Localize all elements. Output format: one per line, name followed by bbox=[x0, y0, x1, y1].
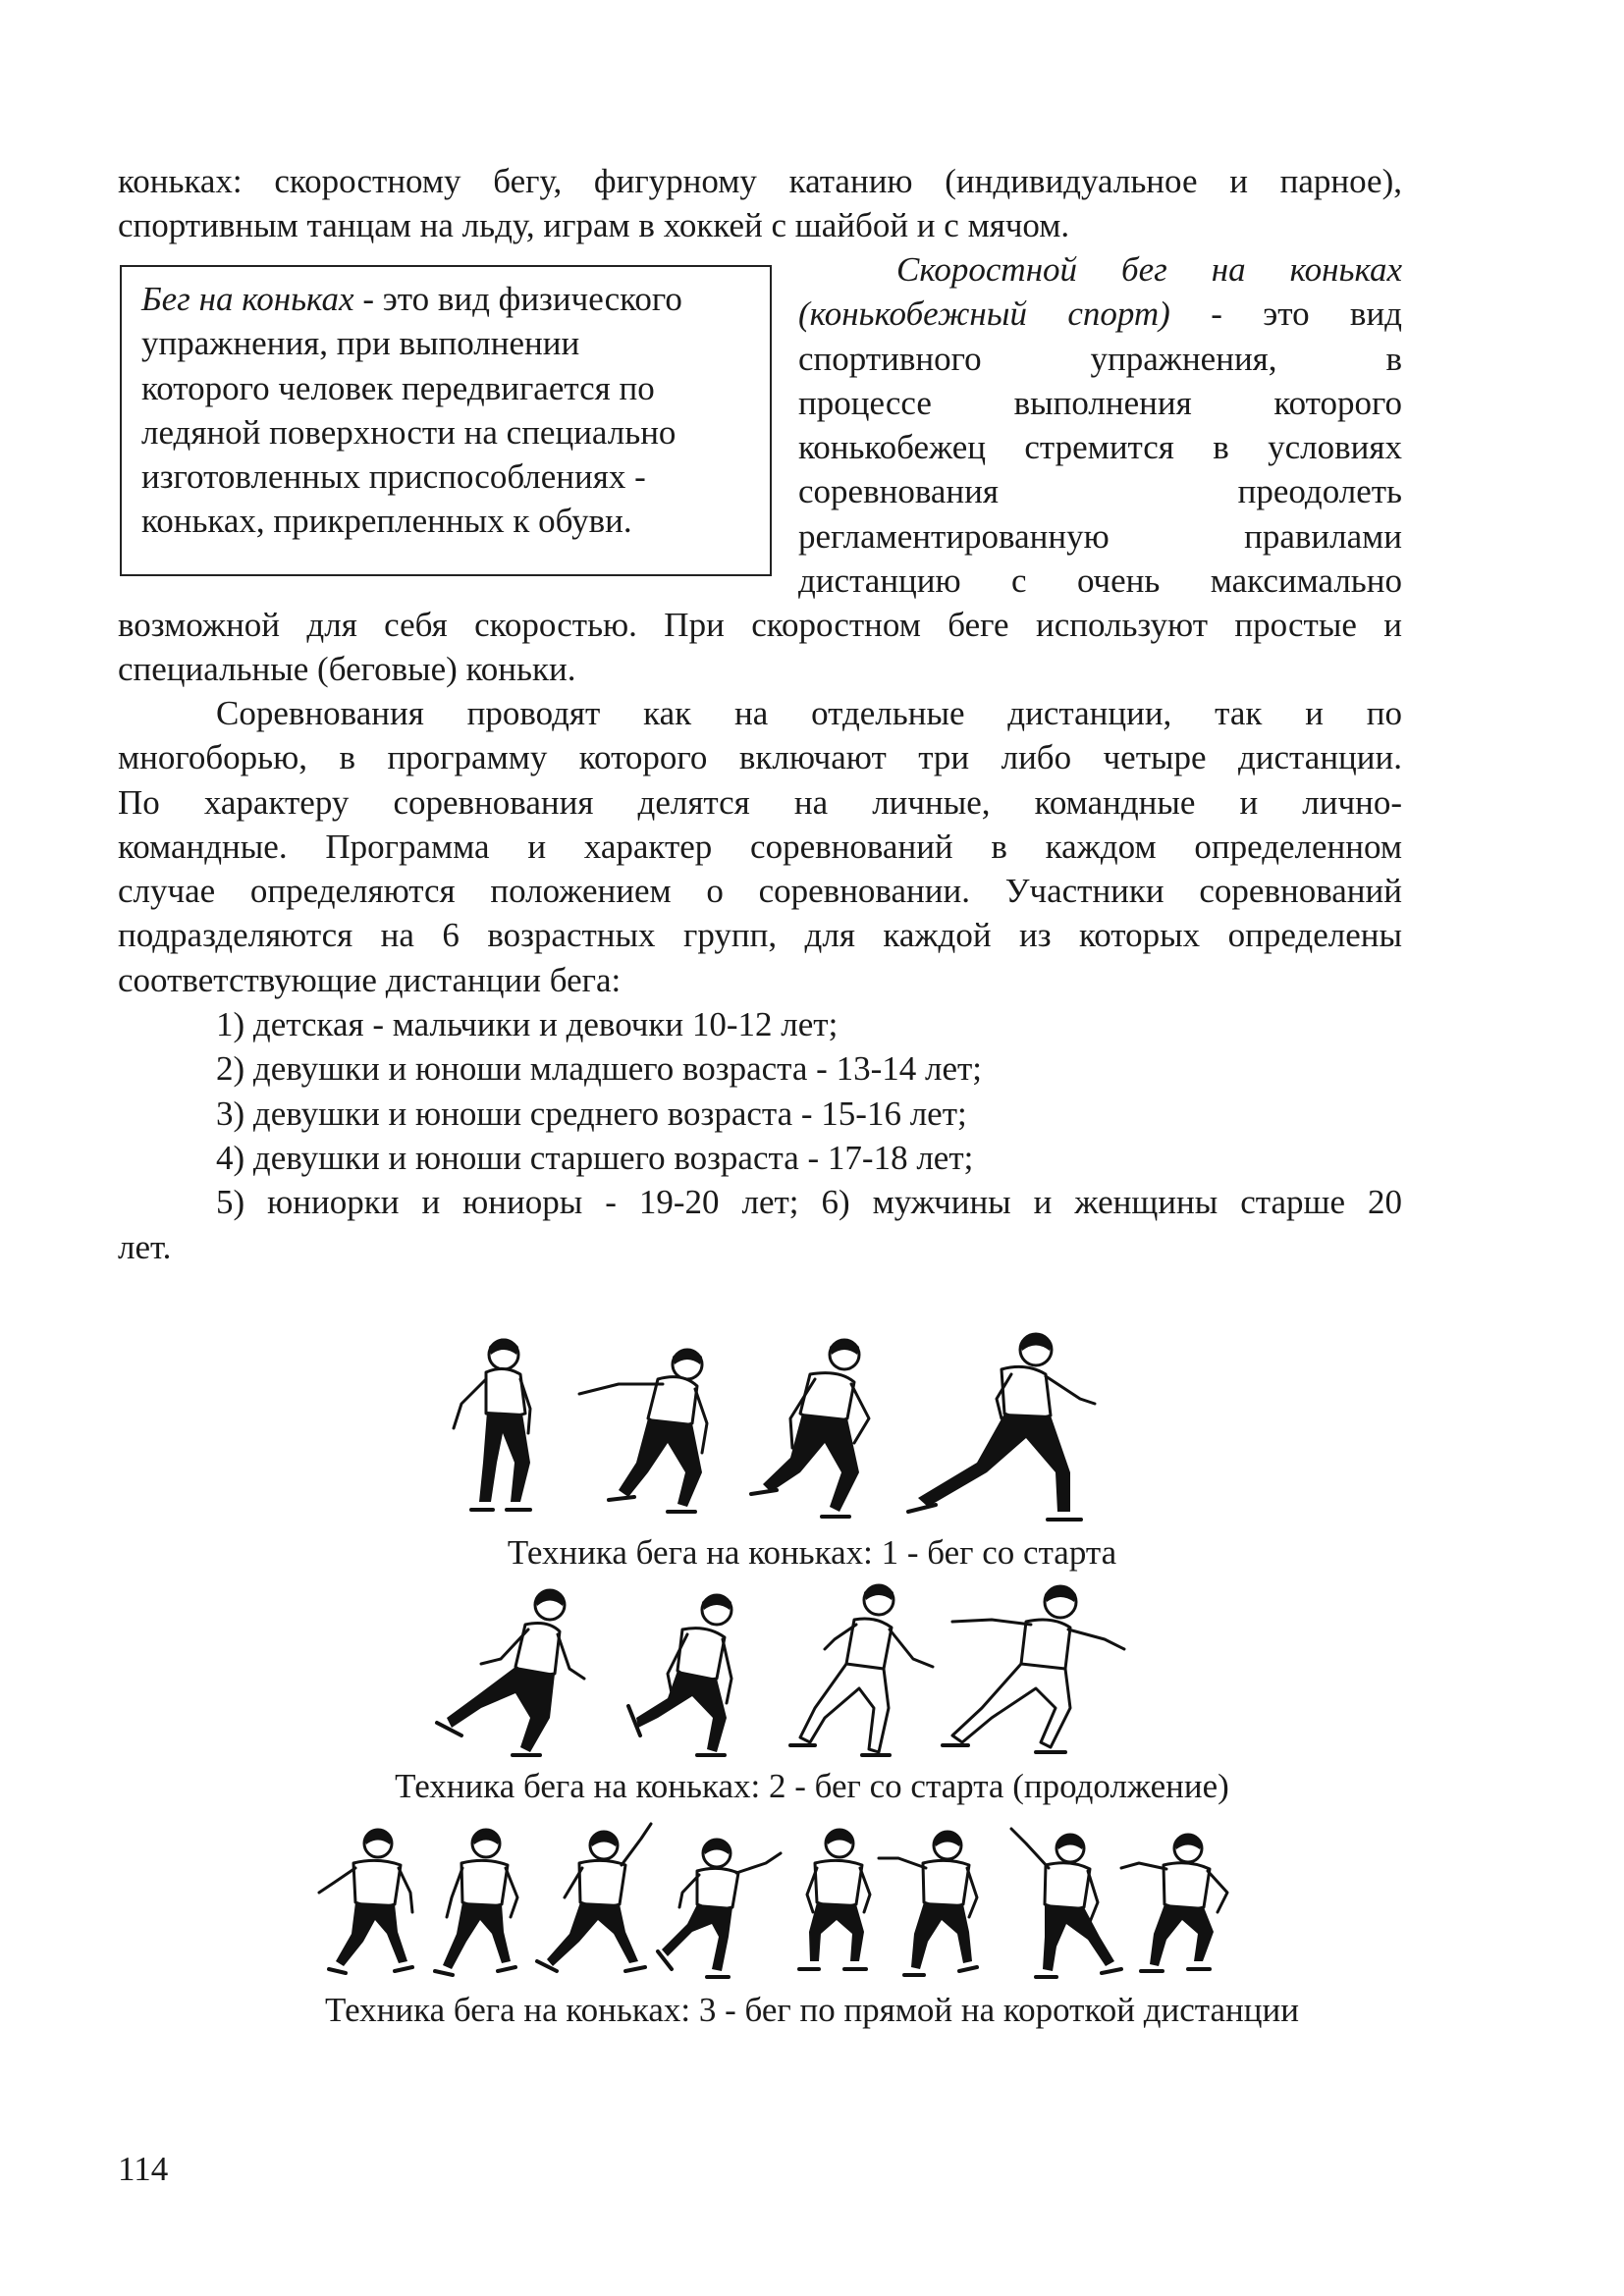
definition-line: коньках, прикрепленных к обуви. bbox=[141, 502, 632, 541]
text-line: По характеру соревнования делятся на личные, командные и лично- bbox=[118, 782, 1402, 822]
text-line: спортивным танцам на льду, играм в хоккей с шайбой и с мячом. bbox=[118, 206, 1070, 245]
text-rest: - это вид bbox=[1169, 294, 1402, 334]
skater-start-continuation-sequence-icon bbox=[0, 1580, 1624, 1757]
definition-line bbox=[141, 277, 750, 321]
text-line: регламентированную правилами bbox=[798, 516, 1402, 556]
intro-paragraph bbox=[118, 159, 1402, 248]
skater-start-sequence-icon bbox=[0, 1325, 1624, 1522]
age-group-item: 1) детская - мальчики и девочки 10-12 лет; bbox=[216, 1005, 839, 1044]
text-line: конькобежец стремится в условиях bbox=[798, 428, 1402, 467]
definition-line: изготовленных приспособлениях - bbox=[141, 457, 646, 497]
definition-line: упражнения, при выполнении bbox=[141, 324, 580, 363]
text-line: процессе выполнения которого bbox=[798, 383, 1402, 422]
text-line: спортивного упражнения, в bbox=[798, 339, 1402, 378]
text-line: Соревнования проводят как на отдельные дистанции, так и по bbox=[216, 694, 1402, 732]
text-line: командные. Программа и характер соревнований в каждом определенном bbox=[118, 827, 1402, 866]
text-line: лет. bbox=[118, 1227, 172, 1266]
competitions-paragraph bbox=[118, 691, 1402, 1269]
definition-line: ледяной поверхности на специально bbox=[141, 412, 677, 452]
age-group-item: 2) девушки и юноши младшего возраста - 13-14 лет; bbox=[216, 1049, 982, 1089]
definition-term: Бег на коньках bbox=[141, 280, 354, 318]
age-group-item: 5) юниорки и юниоры - 19-20 лет; 6) мужчины и женщины старше 20 bbox=[216, 1183, 1402, 1222]
definition-line: которого человек передвигается по bbox=[141, 368, 655, 407]
age-group-item: 4) девушки и юноши старшего возраста - 17-18 лет; bbox=[216, 1138, 974, 1177]
italic-term: (конькобежный спорт) bbox=[798, 294, 1170, 334]
skater-straight-short-distance-sequence-icon bbox=[0, 1814, 1624, 1981]
figure-caption: Техника бега на коньках: 2 - бег со старта (продолжение) bbox=[395, 1767, 1229, 1805]
text-line: случае определяются положением о соревновании. Участники соревнований bbox=[118, 872, 1402, 911]
text-line: соответствующие дистанции бега: bbox=[118, 960, 622, 999]
figure-caption: Техника бега на коньках: 1 - бег со старта bbox=[507, 1533, 1117, 1572]
page-number: 114 bbox=[118, 2150, 169, 2188]
italic-term: Скоростной бег на коньках bbox=[896, 250, 1402, 289]
text-line: возможной для себя скоростью. При скоростном беге используют простые и bbox=[118, 606, 1402, 644]
text-line: многоборью, в программу которого включают три либо четыре дистанции. bbox=[118, 738, 1402, 777]
text-line bbox=[798, 292, 1402, 336]
text-line bbox=[798, 247, 1402, 292]
speed-skating-definition bbox=[798, 247, 1402, 603]
after-box-paragraph bbox=[118, 603, 1402, 692]
text-line: подразделяются на 6 возрастных групп, для каждой из которых определены bbox=[118, 916, 1402, 955]
text-line: дистанцию с очень максимально bbox=[798, 561, 1402, 601]
definition-rest: - это вид физического bbox=[353, 280, 682, 318]
age-group-item: 3) девушки и юноши среднего возраста - 15-16 лет; bbox=[216, 1094, 967, 1133]
text-line: специальные (беговые) коньки. bbox=[118, 650, 576, 689]
definition-box bbox=[120, 265, 772, 576]
text-line: соревнования преодолеть bbox=[798, 472, 1402, 511]
text-line: коньках: скоростному бегу, фигурному катанию (индивидуальное и парное), bbox=[118, 162, 1402, 200]
figure-caption: Техника бега на коньках: 3 - бег по прямой на короткой дистанции bbox=[325, 1991, 1299, 2029]
